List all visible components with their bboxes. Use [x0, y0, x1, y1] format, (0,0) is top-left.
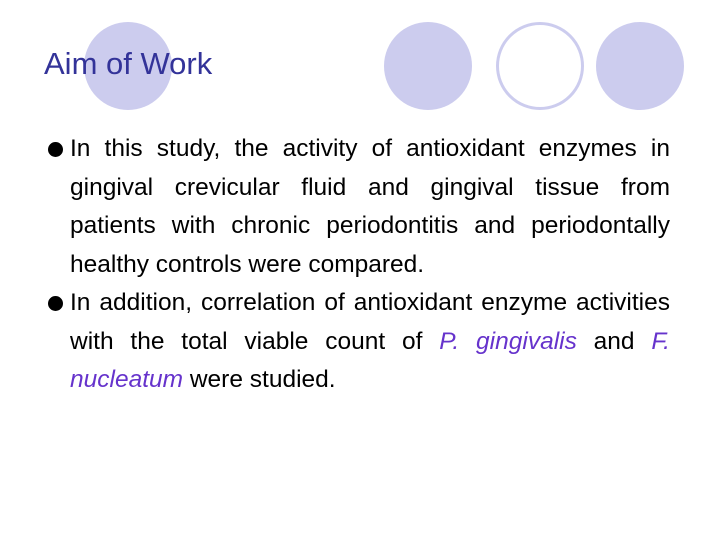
- slide-title: Aim of Work: [44, 46, 213, 81]
- decorative-circle-icon: [596, 22, 684, 110]
- decorative-circle-icon: [496, 22, 584, 110]
- filled-circle-bullet-icon: [48, 296, 63, 311]
- bullet-text: were studied.: [183, 366, 336, 393]
- bullet-item: [48, 130, 670, 284]
- bullet-text: In this study, the activity of antioxidant enzymes in gingival crevicular fluid and gingival tissue from patients with chronic periodontitis and periodontally healthy controls were compared.: [70, 135, 670, 278]
- bullet-item: [48, 284, 670, 400]
- species-name-p-gingivalis: P. gingivalis: [439, 327, 577, 355]
- decorative-circle-icon: [384, 22, 472, 110]
- bullet-list: [48, 130, 670, 400]
- bullet-text: and: [576, 327, 652, 355]
- filled-circle-bullet-icon: [48, 142, 63, 157]
- species-name-f-nucleatum: F. nucleatum: [70, 327, 670, 393]
- bullet-text: In addition, correlation of antioxidant enzyme activities with the total viable count of: [70, 289, 670, 355]
